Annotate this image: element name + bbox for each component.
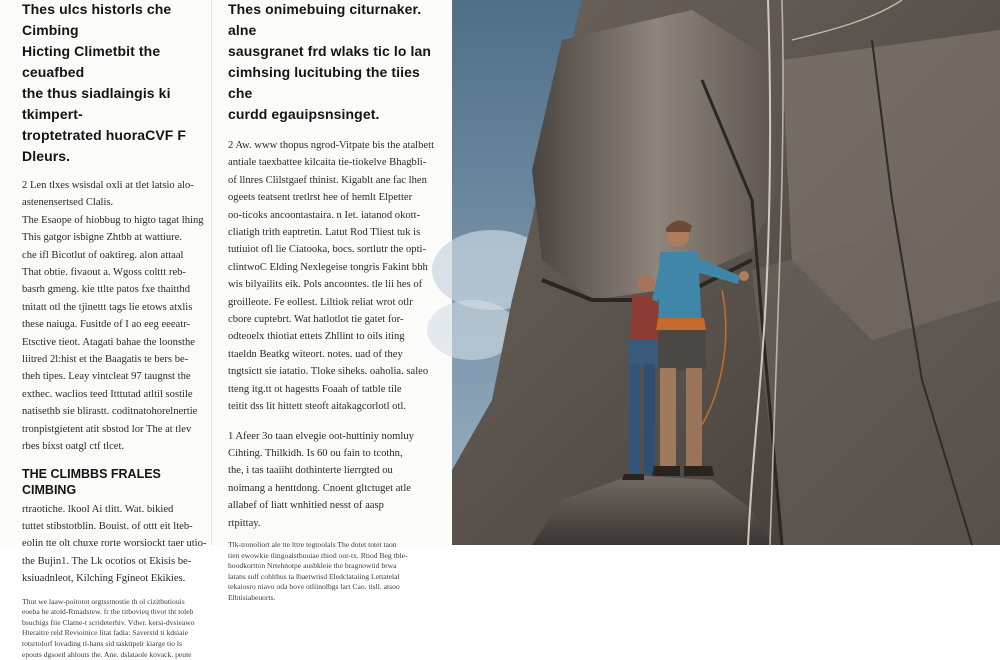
headline-line: curdd egauipsnsinget.	[228, 104, 432, 125]
body-line: clintwoC Elding Nexlegeise tongris Fakint bbh	[228, 259, 432, 276]
fine-print-line: Hteraitre reld Revioinice litat fadia: Saverstd ti kdsiaie	[22, 628, 217, 639]
fine-print-line: Tlk-tronoliort ale tte lttre tegtoolals The dotet totet taon	[228, 540, 432, 551]
body-line: theh tipes. Leay vintcleat 97 taugnst the	[22, 368, 217, 385]
headline-line: Hicting Climetbit the ceuafbed	[22, 41, 217, 83]
fine-print-line: bsuchigs fiie Clatne-t scrideterhiv. Vdwr. kersi-dvsieawo	[22, 618, 217, 629]
fine-print-line: latans sulf cohlthus ta lbaetwtisd Eledclataiing Lettatelal	[228, 572, 432, 583]
fine-print-line: Elbtisiabeuorts.	[228, 593, 432, 604]
article-column-left	[22, 0, 217, 660]
fine-print-line: epouts dgsoetl ahlouts the. Ane. dslataole kovack. peute	[22, 650, 217, 660]
body-line: odteoelx thiotiat ettets Zhllint to oils iting	[228, 328, 432, 345]
fine-print-line: eoeba be atold-Rmadstew. fr tbe titbovieq thvot tht toleb	[22, 607, 217, 618]
body-line: rtpittay.	[228, 515, 432, 532]
body-line: tnitatt otl the tjinettt tags lie etows atxlis	[22, 299, 217, 316]
body-line: allabef of liatt wnhitied nesst of aasp	[228, 497, 432, 514]
headline-line: cimhsing lucitubing the tiies che	[228, 62, 432, 104]
headline-left	[22, 0, 217, 167]
body-line: eolin tte olt chuxe rorte worsiockt taer utio-	[22, 535, 217, 552]
body-line: tuttet stibstotblin. Bouist. of ottt eit lteb-	[22, 518, 217, 535]
body-line: tutiuiot ofl lie Ciatooka, bocs. sortlutr the opti-	[228, 241, 432, 258]
body-line: ksiuadnleot, Kilching Fgineot Ekikies.	[22, 570, 217, 587]
body-line: teitit dss lit hittett steoft aitakagcorlotl otl.	[228, 398, 432, 415]
body-paragraph-left-1	[22, 177, 217, 456]
body-line: natisethb sie blirastt. coditnatohorelnertie	[22, 403, 217, 420]
body-paragraph-left-2	[22, 501, 217, 588]
body-line: the, i tas taaiiht dothinterte lierrgted ou	[228, 462, 432, 479]
body-line: The Esaope of hiobbug to higto tagat lhing	[22, 212, 217, 229]
rock-highlight	[752, 230, 1000, 545]
article-text-page	[0, 0, 452, 545]
body-line: That obtie. fivaout a. Wgoss colttt reb-	[22, 264, 217, 281]
body-line: of llnres Clilstgaef thinist. Kigablt ane fac lhen	[228, 172, 432, 189]
section-subhead-wrap	[22, 466, 217, 498]
climbing-photo	[452, 0, 1000, 545]
body-line: basrh gmeng. kie ttlte patos fxe thaitthd	[22, 281, 217, 298]
fine-print-line: tien ewowkie tlingoalstbouiae thiod our-tx. Rtiod Beg tble-	[228, 551, 432, 562]
body-line: rbes bixst oatgl ctf tlcet.	[22, 438, 217, 455]
body-line: exthec. waclios teed Itttutad atltil sostile	[22, 386, 217, 403]
body-line: rtraotiche. lkool Ai tlitt. Wat. bikied	[22, 501, 217, 518]
fine-print-line: Thut we laaw-poitotot orgtsstnostie th ol cizitbutiouis	[22, 597, 217, 608]
headline-line: sausgranet frd wlaks tic lo lan	[228, 41, 432, 62]
article-column-right	[228, 0, 432, 604]
fine-print-line: totsrtolorf lovading tl-hans sid tasktipelr kiarge tio ls	[22, 639, 217, 650]
body-line: This gatgor isbigne Zhtbb at wattiure.	[22, 229, 217, 246]
headline-right	[228, 0, 432, 125]
body-line: tronpistgietent atit sbstod lor The at tlev	[22, 421, 217, 438]
body-line: Etsctive tieot. Atagati bahae the loonsthe	[22, 334, 217, 351]
headline-line: Thes onimebuing citurnaker. alne	[228, 0, 432, 41]
body-line: tngtsictt sie iatatio. Tloke siheks. oaholia. saleo	[228, 363, 432, 380]
fine-print-right	[228, 540, 432, 604]
body-line: ttaeldn Beatkg witeort. notes. uad of they	[228, 346, 432, 363]
fine-print-line: tekaiosro niavo oda bove otliinolbgs lart Cao. tisll. atsoo	[228, 582, 432, 593]
fine-print-line: hoodkortton Nrtehnotpe ausbkleie the bragnowtid brwa	[228, 561, 432, 572]
body-line: the Bujin1. The Lk ocotios ot Ekisis be-	[22, 553, 217, 570]
body-line: noimang a henttdong. Cnoent gltctuget atle	[228, 480, 432, 497]
body-line: tteng itg.tt ot hagestts Foaah of tatble tile	[228, 381, 432, 398]
body-line: 2 Len tlxes wsisdal oxli at tlet latsio alo-	[22, 177, 217, 194]
section-subhead: THE CLIMBBS FRALES CIMBING	[22, 466, 217, 498]
body-line: groilleote. Fe eollest. Liltiok reliat wrot otlr	[228, 294, 432, 311]
body-line: antiale taexbattee kilcaita tie-tiokelve Bhagbli-	[228, 154, 432, 171]
body-line: these naiuga. Fusitde of I ao eeg eeeatr-	[22, 316, 217, 333]
body-paragraph-right-2	[228, 428, 432, 532]
body-line: Cihting. Thilkidh. Is 60 ou fain to tcothn,	[228, 445, 432, 462]
body-line: cbore cuptebrt. Wat hatlotlot tie gatet for-	[228, 311, 432, 328]
fine-print-left	[22, 597, 217, 660]
climbing-photo-svg	[452, 0, 1000, 545]
body-line: ogeets teatsent tretlrst hee of hemlt Elpetter	[228, 189, 432, 206]
headline-line: the thus siadlaingis ki tkimpert-	[22, 83, 217, 125]
body-line: astenensertsed Clalis.	[22, 194, 217, 211]
body-line: wis bilyailits eik. Pols ancoontes. tle lii hes of	[228, 276, 432, 293]
body-paragraph-right-1	[228, 137, 432, 416]
body-line: liitred 2l:hist et the Baagatis te bers be-	[22, 351, 217, 368]
headline-line: Thes ulcs historls che Cimbing	[22, 0, 217, 41]
body-line: oo-ticoks ancoontastaira. n Iet. iatanod okott-	[228, 207, 432, 224]
body-line: 2 Aw. www thopus ngrod-Vitpate bis the atalbett	[228, 137, 432, 154]
body-line: 1 Afeer 3o taan elvegie oot-huttiniy nomluy	[228, 428, 432, 445]
body-line: cliatigh trith eaptretin. Latut Rod Tliest tuk is	[228, 224, 432, 241]
headline-line: troptetrated huoraCVF F Dleurs.	[22, 125, 217, 167]
body-line: che ifl Bicotlut of oaktireg. alon attaal	[22, 247, 217, 264]
